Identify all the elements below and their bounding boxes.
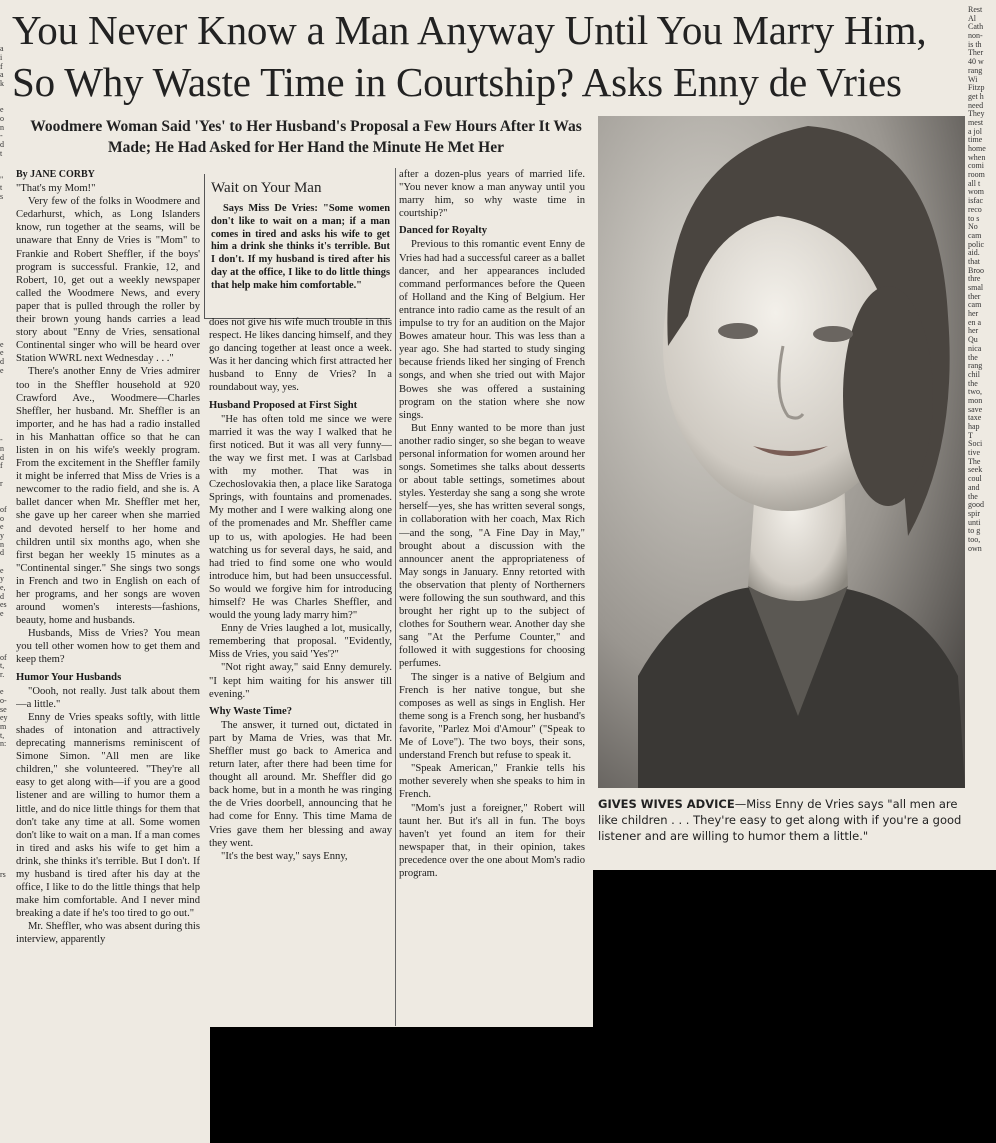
section-heading: Humor Your Husbands [16,671,122,683]
adjacent-fragment: e, [0,583,6,592]
adjacent-fragment [0,89,8,98]
section-heading: Why Waste Time? [209,705,292,717]
adjacent-fragment [0,376,8,385]
paragraph: "Speak American," Frankie tells his mother severely when she speaks to him in French. [399,763,585,801]
adjacent-fragment: time [968,135,983,145]
adjacent-fragment: f [0,461,3,471]
adjacent-fragment: room [968,170,985,180]
adjacent-fragment [0,297,8,306]
article-column-2 [209,316,392,1028]
portrait-photo [598,116,965,788]
adjacent-fragment: to s [968,213,980,223]
paragraph: after a dozen-plus years of married life. "You never know a man anyway until you marry him, so why waste time in courtship?" [399,169,585,220]
adjacent-fragment: e [0,522,4,532]
adjacent-fragment: all t [968,178,981,188]
adjacent-fragment: d [0,548,4,558]
adjacent-fragment: ther [968,291,981,301]
adjacent-fragment [0,28,8,37]
adjacent-fragment [0,393,8,402]
adjacent-fragment: n [0,444,4,453]
adjacent-fragment: y [0,530,4,540]
paragraph: "That's my Mom!" [16,183,96,195]
adjacent-fragment [0,210,8,219]
adjacent-fragment [0,263,8,272]
adjacent-fragment: isfac [968,196,984,206]
adjacent-fragment: - [0,131,3,141]
adjacent-fragment: tive [968,448,980,458]
adjacent-fragment: too, [968,534,981,544]
adjacent-fragment: 40 w [968,57,984,67]
adjacent-fragment [0,749,8,758]
adjacent-fragment: smal [968,283,984,292]
adjacent-fragment: is th [968,39,982,49]
sidebar-title: Wait on Your Man [211,180,322,196]
adjacent-fragment [0,306,8,315]
adjacent-fragment: n [0,539,4,549]
adjacent-fragment: se [0,704,7,714]
paragraph: "It's the best way," says Enny, [221,850,348,862]
adjacent-fragment: seek [968,465,983,475]
adjacent-fragment: get h [968,91,984,101]
adjacent-fragment: e [0,339,4,349]
paragraph: The answer, it turned out, dictated in part by Mama de Vries, was that Mr. Sheffler must go back to America and return later, after there had been time for thought all around. Mr. Sheffler did go back home, but in a month he was ringing the de Vries doorbell, announcing that he had come for Enny. This time Mama de Vries gave them her blessing and away they went. [209,719,392,849]
adjacent-fragment [0,245,8,254]
adjacent-fragment: wom [968,187,984,197]
adjacent-fragment: Fitzp [968,83,985,93]
adjacent-fragment: cam [968,300,982,310]
adjacent-fragment: T [968,430,973,440]
adjacent-fragment [0,810,8,819]
adjacent-fragment: t [0,183,3,193]
adjacent-fragment: m [0,722,7,731]
adjacent-fragment: taxe [968,413,982,423]
adjacent-fragment: of [0,652,7,662]
adjacent-fragment [0,419,8,428]
adjacent-fragment: two, [968,387,982,397]
adjacent-fragment: i [0,53,3,63]
article-column-1 [16,168,200,1143]
adjacent-fragment: reco [968,204,982,214]
paragraph: "Oooh, not really. Just talk about them—a little." [16,685,200,710]
adjacent-fragment: Qu [968,335,978,345]
article-column-3 [399,168,585,1028]
adjacent-fragment: her [968,326,979,336]
adjacent-fragment: thre [968,274,981,284]
adjacent-fragment: chil [968,369,980,379]
adjacent-fragment [0,323,8,332]
adjacent-fragment: own [968,543,982,553]
adjacent-fragment [0,254,8,263]
adjacent-fragment [0,228,8,237]
adjacent-fragment: nica [968,343,982,353]
adjacent-fragment: n [0,122,4,132]
adjacent-fragment [0,280,8,289]
adjacent-fragment: d [0,452,4,462]
adjacent-fragment [0,636,8,645]
paragraph: Husbands, Miss de Vries? You mean you tell other women how to get them and keep them? [16,628,200,666]
adjacent-fragment: n: [0,739,7,749]
adjacent-fragment: polic [968,239,984,249]
adjacent-fragment [0,410,8,419]
adjacent-fragment: the [968,491,978,501]
adjacent-fragment: es [0,600,7,610]
adjacent-fragment: spir [968,508,980,518]
adjacent-fragment: Al [968,13,976,23]
paragraph: Enny de Vries laughed a lot, musically, remembering that proposal. "Evidently, Miss de Vries, you said 'Yes'?" [209,623,392,661]
adjacent-fragment [0,202,8,211]
paragraph: The singer is a native of Belgium and French is her native tongue, but she composes as well as sings in English. Her theme song is a French song, her husband's favorite, "Parlez Moi d'Amour" ("Speak to Me of Love"). The two boys, their sons, understand French but refuse to speak it. [399,671,585,762]
adjacent-fragment: r [0,478,3,488]
adjacent-fragment: d [0,591,4,601]
adjacent-fragment: rs [0,869,6,879]
adjacent-fragment: hap [968,422,980,431]
adjacent-fragment: save [968,404,983,414]
adjacent-fragment: Rest [968,6,983,14]
adjacent-fragment: No [968,222,978,232]
adjacent-fragment: e [0,565,4,575]
section-heading: Danced for Royalty [399,225,488,237]
adjacent-fragment: that [968,256,980,266]
adjacent-fragment: ey [0,713,8,723]
adjacent-fragment: e [0,105,4,115]
adjacent-fragment: a [0,70,4,80]
adjacent-fragment: mon [968,395,983,405]
adjacent-fragment: good [968,500,984,510]
adjacent-fragment: cam [968,230,982,240]
adjacent-fragment [0,384,8,393]
adjacent-fragment: e [0,687,4,697]
paragraph: Enny de Vries speaks softly, with little shades of intonation and attractively deprecating mannerisms reminiscent of Simone Simon. "All men are like children," she volunteered. "They're all easy to get along with—if you are a good listener and are willing to humor them a little, and do nice little things for them that don't take any time at all. Some women don't like to wait on a man. If a man comes in tired and asks his wife to get him a drink, she thinks it's terrible. But I don't. If my husband is tired after his day at the office, I like to do the little things that help make him comfortable. And I never mind breaking a date if he's too tired to go out." [16,711,200,920]
adjacent-fragment [0,827,8,836]
adjacent-fragment [0,819,8,828]
adjacent-fragment: non- [968,31,983,41]
adjacent-fragment: They [968,109,985,119]
subheadline: Woodmere Woman Said 'Yes' to Her Husband's Proposal a Few Hours After It Was Made; He Had Asked for Her Hand the Minute He Met Her [30,118,582,156]
adjacent-fragment: mest [968,117,984,127]
adjacent-fragment: the [968,378,978,388]
adjacent-fragment: o- [0,695,7,705]
adjacent-fragment: of [0,504,7,514]
adjacent-fragment: - [0,435,3,445]
sidebar-quote: Says Miss De Vries: "Some women don't like to wait on a man; if a man comes in tired and asks his wife to get him a drink she thinks it's terrible. But I don't. If my husband is tired after his day at the office, I like to do little things that help make him comfortable." [211,203,390,291]
adjacent-fragment: Cath [968,22,984,32]
adjacent-fragment [0,793,8,802]
sidebar-box [204,174,390,319]
adjacent-fragment: coul [968,474,982,484]
adjacent-fragment [0,836,8,845]
adjacent-fragment [0,488,8,497]
adjacent-fragment [0,627,8,636]
adjacent-fragment: t, [0,661,5,671]
paragraph: Very few of the folks in Woodmere and Cedarhurst, which, as Long Islanders know, run together at the seams, will be unaware that Enny de Vries is "Mom" to Frankie and Robert Sheffler, if the boys' program is successful. Frankie, 12, and Robert, 10, get out a weekly newspaper called the Woodmere News, and every paper that is pulled through the roller by their brown young hands carries a lead story about "Enny de Vries, sensational Continental singer who will be heard over Station WWRL next Wednesday . . ." [16,196,200,365]
adjacent-fragment [0,219,8,228]
adjacent-fragment: e [0,609,4,619]
adjacent-fragment: a [0,44,4,54]
adjacent-fragment: o [0,113,4,123]
adjacent-fragment: e [0,365,4,375]
adjacent-fragment: Soci [968,439,983,449]
adjacent-column-right [968,6,996,866]
adjacent-fragment: the [968,352,978,362]
adjacent-fragment [0,619,8,628]
adjacent-fragment: y [0,574,4,584]
adjacent-fragment: en a [968,317,982,327]
adjacent-fragment: k [0,79,4,89]
adjacent-fragment: when [968,152,986,162]
adjacent-fragment: unti [968,517,981,527]
paragraph: "Mom's just a foreigner," Robert will taunt her. But it's all in fun. The boys haven't yet found an item for their newspaper that, in their opinion, takes precedence over the one about Mom's radio program. [399,802,585,879]
adjacent-fragment: aid. [968,248,980,258]
adjacent-fragment: Broo [968,265,984,275]
adjacent-fragment [0,853,8,862]
adjacent-fragment: e [0,348,4,358]
adjacent-fragment: comi [968,161,984,171]
adjacent-fragment [0,775,8,784]
adjacent-fragment [0,845,8,854]
adjacent-fragment: o [0,513,4,523]
adjacent-fragment: Wi [968,74,978,84]
adjacent-fragment [0,784,8,793]
headline: You Never Know a Man Anyway Until You Marry Him, So Why Waste Time in Courtship? Asks Enny de Vries [12,7,927,105]
adjacent-fragment: s [0,192,4,202]
adjacent-fragment: her [968,309,979,319]
section-heading: Husband Proposed at First Sight [209,399,358,411]
adjacent-fragment: need [968,100,984,110]
adjacent-fragment [0,315,8,324]
adjacent-fragment: t, [0,730,5,740]
adjacent-fragment: The [968,456,981,466]
adjacent-column-left [0,28,8,1138]
adjacent-fragment: rang [968,361,983,371]
adjacent-fragment [0,271,8,280]
paragraph: Previous to this romantic event Enny de Vries had had a successful career as a ballet dancer, and her appearances included command performances before the Queen of Holland and the King of Belgium. Her entrance into radio came as the result of an impulse to try for an audition on the Major Bowes amateur hour. This was less than a year ago. She had started to study singing because friends liked her singing of French songs, and when she tried out with Major Bowes she was offered a sustaining program on the station where she now sings. [399,239,585,421]
paragraph: Mr. Sheffler, who was absent during this interview, apparently [16,921,200,946]
byline: By JANE CORBY [16,169,95,180]
paragraph: There's another Enny de Vries admirer too in the Sheffler household at 920 Crawford Ave., Woodmere—Charles Sheffler, her husband. Mr. Sheffler is an importer, and he has had a radio installed in his Manhattan office so that he can listen in on his wife's weekly program. From the excitement in the Sheffler family it might be inferred that Miss de Vries is a newcomer to the radio field, and she is. A ballet dancer when Mr. Sheffler met her, she gave up her career when she married and devoted herself to her home and children until six months ago, when she first began her weekly 15 minutes as a "Continental singer." She sings two songs in French and two in English on each of her programs, and her songs are woven around women's interests—fashions, beauty, home and husbands. [16,366,200,627]
adjacent-fragment [0,766,8,775]
adjacent-fragment [0,289,8,298]
paragraph: does not give his wife much trouble in this respect. He likes dancing himself, and they go dancing together at least once a week. Was it her dancing which first attracted her husband to Enny de Vries? In a roundabout way, yes. [209,317,392,394]
adjacent-fragment [0,801,8,810]
caption-lead: GIVES WIVES ADVICE [598,797,735,811]
column-divider [395,168,396,1026]
adjacent-fragment [0,758,8,767]
adjacent-fragment: a jol [968,126,982,136]
photo-caption [598,796,964,844]
adjacent-fragment: to g [968,526,981,536]
adjacent-fragment: d [0,139,4,149]
adjacent-fragment: f [0,61,3,71]
adjacent-fragment: home [968,144,986,153]
adjacent-fragment: and [968,482,980,492]
paragraph: "Not right away," said Enny demurely. "I kept him waiting for his answer till evening." [209,662,392,700]
adjacent-fragment: rang [968,65,983,75]
adjacent-fragment: r. [0,669,5,679]
adjacent-fragment: d [0,357,4,367]
adjacent-fragment [0,237,8,246]
adjacent-fragment [0,402,8,411]
adjacent-fragment: Ther [968,48,984,58]
adjacent-fragment: t [0,148,3,158]
paragraph: "He has often told me since we were married it was the way I walked that he first noticed. But it was all very funny—the way we first met. I was at Carlsbad with my mother. That was in Czechoslovakia then, a place like Saratoga Springs, with fountains and promenades. My mother and I were walking along one of the promenades and Mr. Sheffler came up to us, with apologies. He had been watching us for several days, he said, and had tried to find some one who would introduce him, but had been unsuccessful. So would we forgive him for introducing himself? He was Charles Sheffler, and would the young lady marry him?" [209,413,392,622]
adjacent-fragment: " [0,174,4,184]
adjacent-fragment [0,158,8,167]
caption-text: —Miss Enny de Vries says "all men are like children . . . They're easy to get along with if you're a good listener and are willing to humor them a little." [598,797,962,843]
paragraph: But Enny wanted to be more than just another radio singer, so she began to weave personal information for women around her songs. Sometimes she talks about desserts or about table settings, sometimes about styles. Yesterday she sang a song she wrote herself—yes, she has written several songs, in collaboration with her coach, Max Rich—and the song, "A Fine Day in May," brought about a discussion with the announcer anent the appropriateness of May songs in January. Enny retorted with the observation that plenty of Northerners were following the sun southward, and this brought her right up to the subject of clothes for Southern wear. Another day she sang "At the Perfume Counter," and followed it with suggestions for choosing perfumes. [399,422,585,670]
